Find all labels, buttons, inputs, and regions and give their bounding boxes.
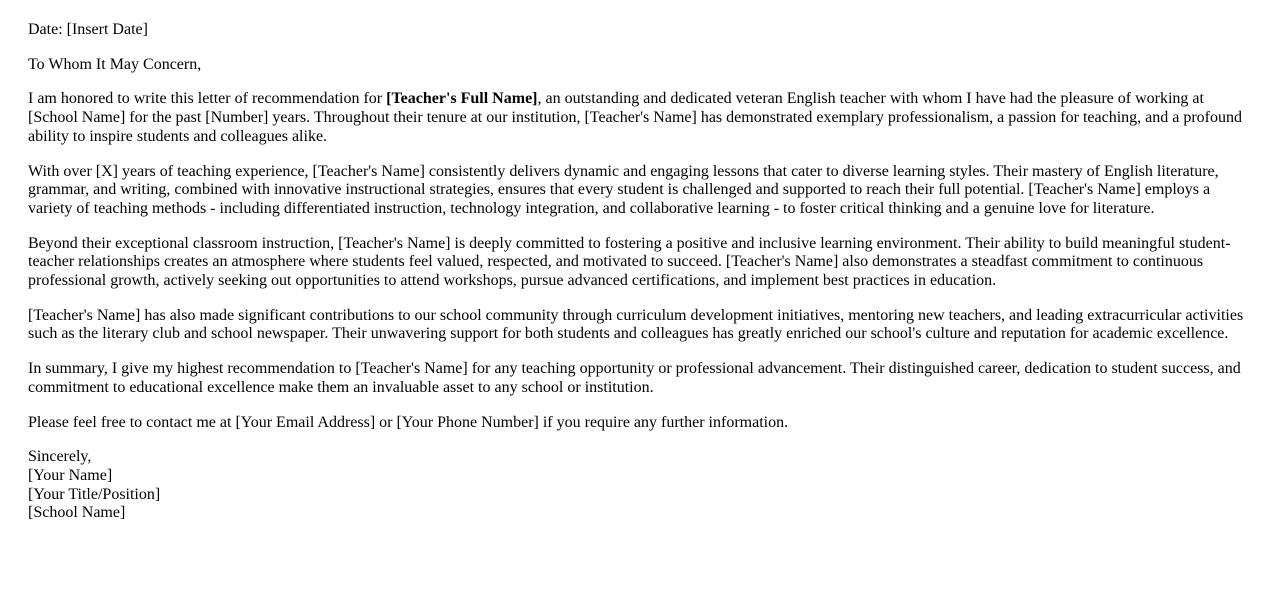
closing-title-placeholder: [Your Title/Position] [28, 485, 161, 503]
salutation: To Whom It May Concern, [28, 55, 202, 73]
closing-school-placeholder: [School Name] [28, 504, 126, 522]
closing-name-placeholder: [Your Name] [28, 466, 113, 484]
teacher-full-name-placeholder: [Teacher's Full Name] [386, 90, 538, 108]
paragraph-classroom-environment: Beyond their exceptional classroom instruction, [Teacher's Name] is deeply committed to fostering a positive and inclusive learning environment. Their ability to build meaningful student-teacher relationships creates an atmosphere where students feel valued, respected, and motivated to succeed. [Teacher's Name] also demonstrates a steadfast commitment to continuous professional growth, actively seeking out opportunities to attend workshops, pursue advanced certifications, and implement best practices in education. [28, 234, 1231, 290]
paragraph-school-contributions: [Teacher's Name] has also made significant contributions to our school community through curriculum development initiatives, mentoring new teachers, and leading extracurricular activities such as the literary club and school newspaper. Their unwavering support for both students and colleagues has greatly enriched our school's culture and reputation for academic excellence. [28, 306, 1244, 343]
paragraph-introduction [28, 90, 1248, 146]
signature-block [28, 448, 1248, 523]
date-line: Date: [Insert Date] [28, 21, 148, 38]
paragraph-summary-recommendation: In summary, I give my highest recommendation to [Teacher's Name] for any teaching opportunity or professional advancement. Their distinguished career, dedication to student success, and commitment to educational excellence make them an invaluable asset to any school or institution. [28, 360, 1241, 396]
paragraph-1-text-before-bold: I am honored to write this letter of recommendation for [28, 90, 387, 108]
paragraph-teaching-experience: With over [X] years of teaching experience, [Teacher's Name] consistently delivers dynamic and engaging lessons that cater to diverse learning styles. Their mastery of English literature, grammar, and writing, combined with innovative instructional strategies, ensures that every student is challenged and supported to reach their full potential. [Teacher's Name] employs a variety of teaching methods - including differentiated instruction, technology integration, and collaborative learning - to foster critical thinking and a genuine love for literature. [28, 162, 1219, 217]
paragraph-contact-info: Please feel free to contact me at [Your Email Address] or [Your Phone Number] if you require any further information. [28, 413, 789, 431]
closing-sincerely: Sincerely, [28, 448, 92, 466]
paragraph-1-text-after-bold: , an outstanding and dedicated veteran English teacher with whom I have had the pleasure of working at [School Name] for the past [Number] years. Throughout their tenure at our institution, [Teacher's Name] has demonstrated exemplary professionalism, a passion for teaching, and a profound ability to inspire students and colleagues alike. [28, 90, 1242, 145]
